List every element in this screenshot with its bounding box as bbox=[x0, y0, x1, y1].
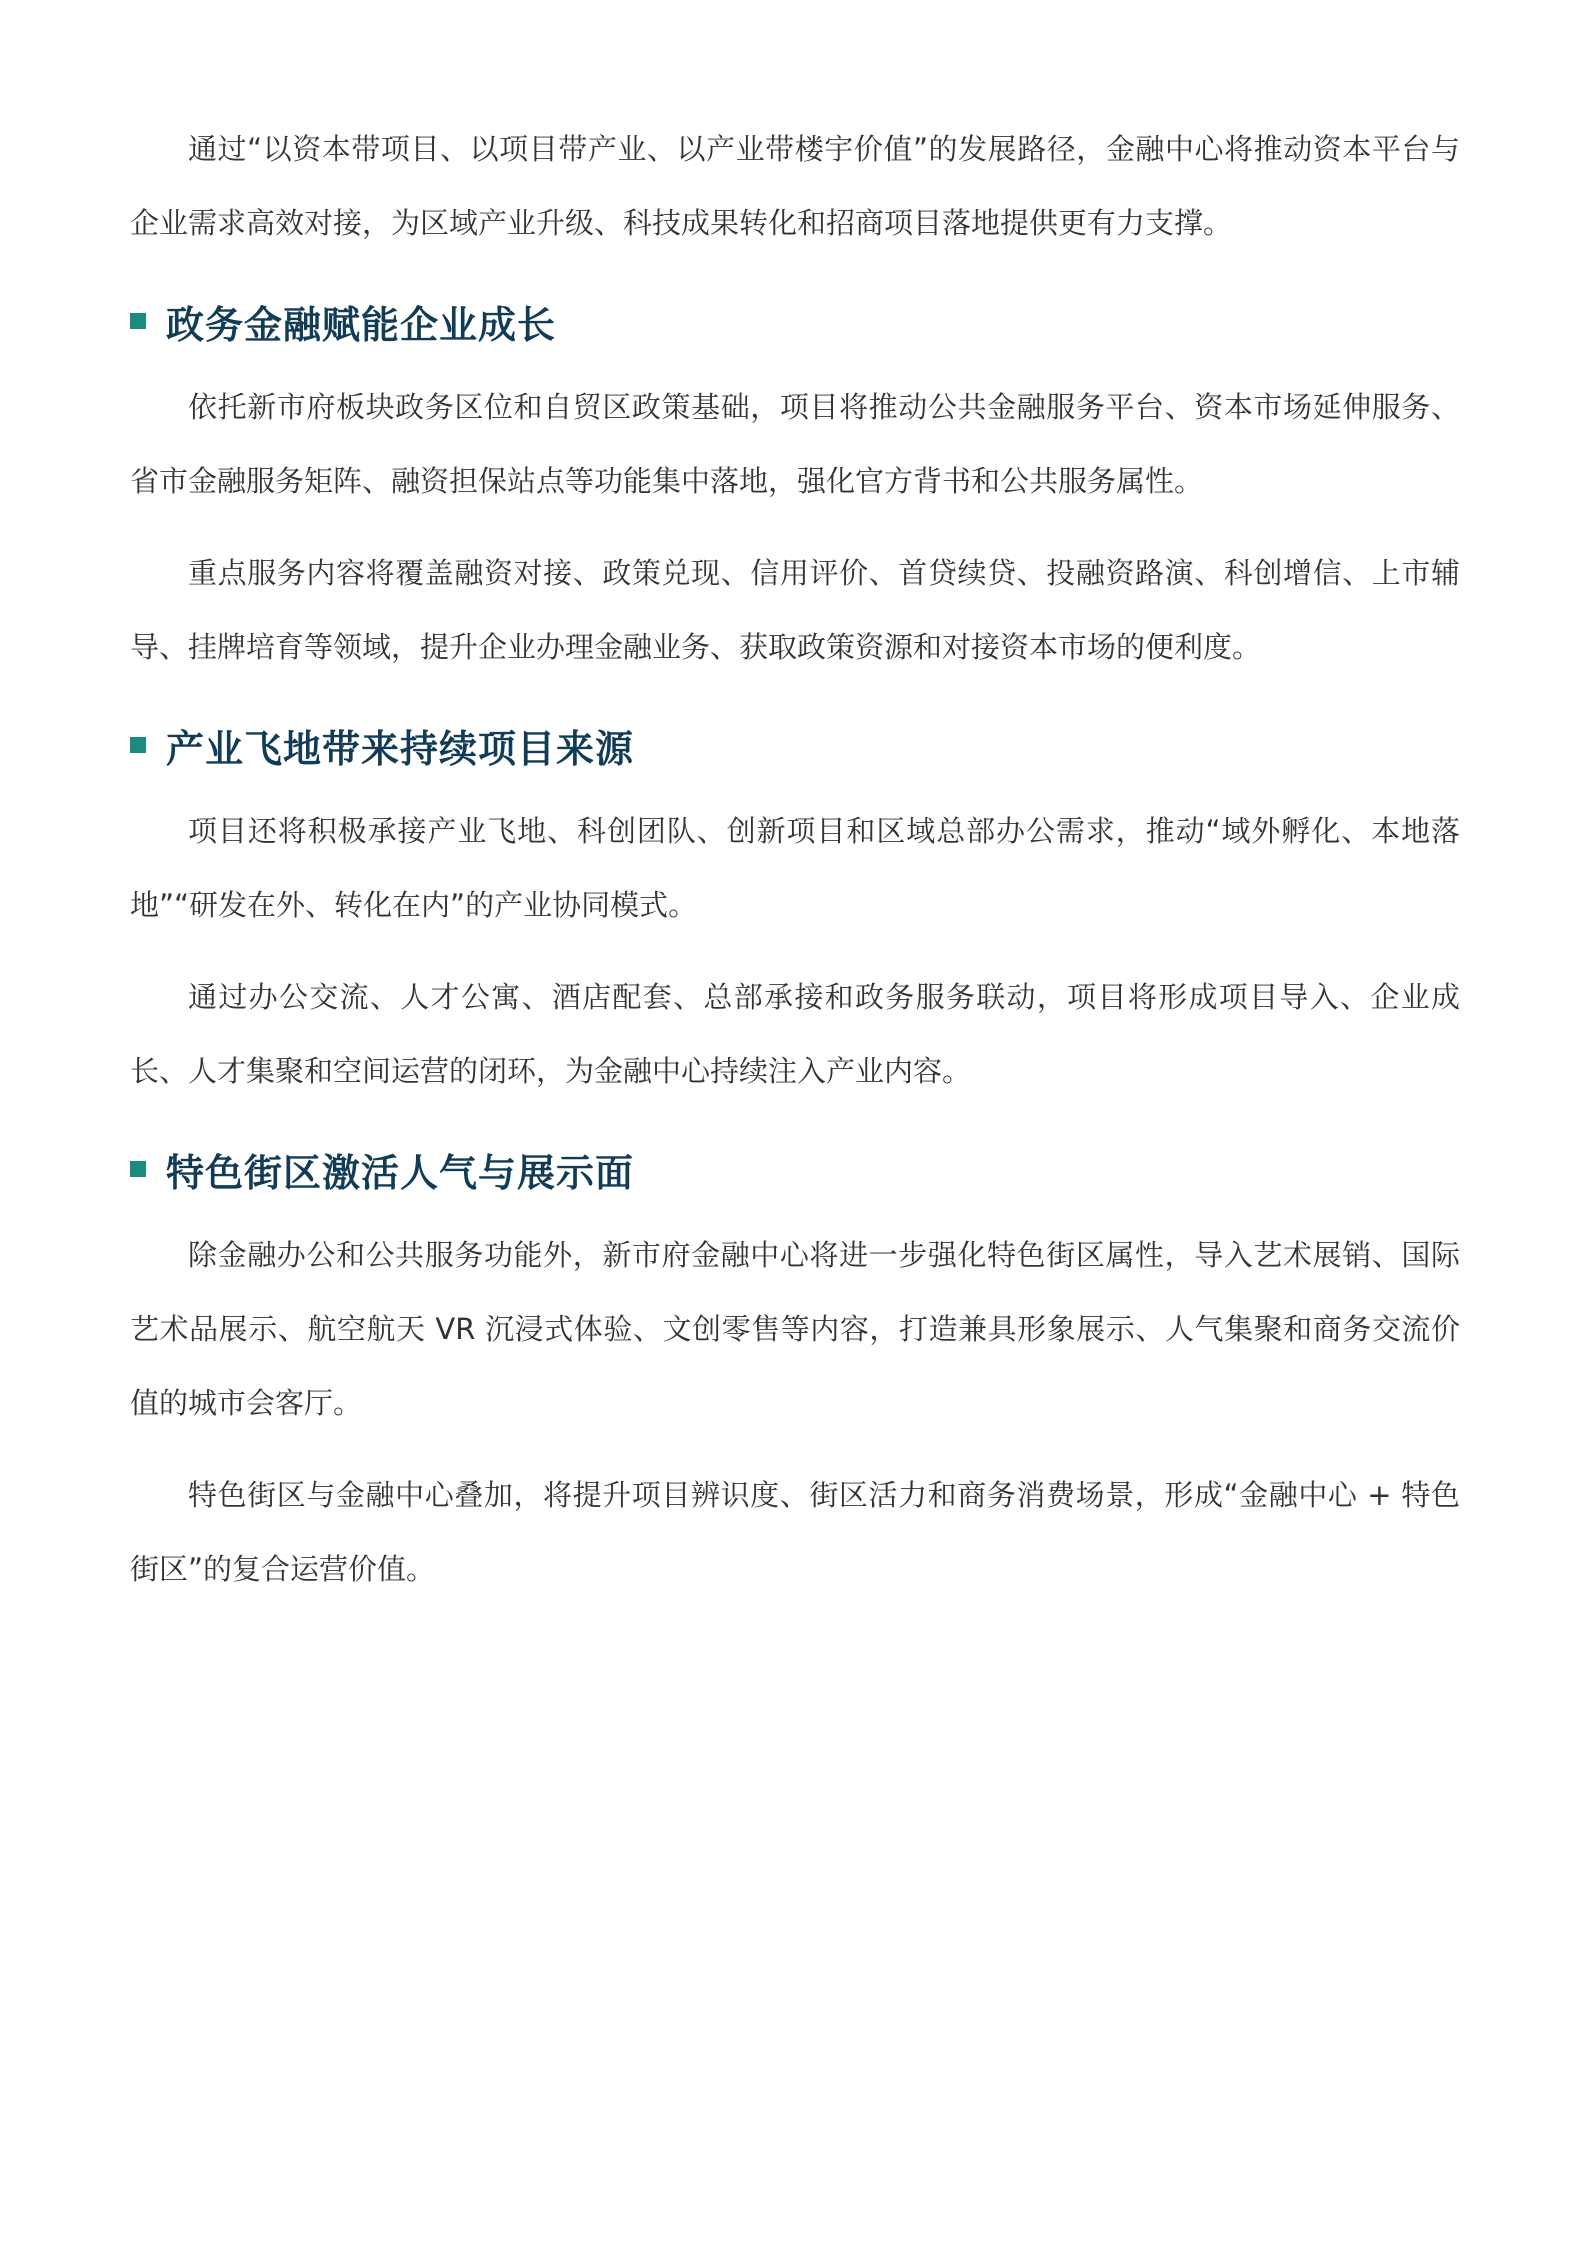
section-paragraph: 除金融办公和公共服务功能外，新市府金融中心将进一步强化特色街区属性，导入艺术展销、国际艺术品展示、航空航天 VR 沉浸式体验、文创零售等内容，打造兼具形象展示、人气集聚和商务交流价值的城市会客厅。 bbox=[130, 1238, 1460, 1420]
section-title: 产业飞地带来持续项目来源 bbox=[166, 726, 635, 771]
section-paragraph: 重点服务内容将覆盖融资对接、政策兑现、信用评价、首贷续贷、投融资路演、科创增信、上市辅导、挂牌培育等领域，提升企业办理金融业务、获取政策资源和对接资本市场的便利度。 bbox=[130, 556, 1460, 664]
section-heading-industry-enclave bbox=[130, 710, 1460, 780]
section-title: 特色街区激活人气与展示面 bbox=[166, 1150, 635, 1195]
section-paragraph: 依托新市府板块政务区位和自贸区政策基础，项目将推动公共金融服务平台、资本市场延伸服务、省市金融服务矩阵、融资担保站点等功能集中落地，强化官方背书和公共服务属性。 bbox=[130, 390, 1460, 498]
section-heading-feature-street bbox=[130, 1134, 1460, 1204]
section-paragraph: 特色街区与金融中心叠加，将提升项目辨识度、街区活力和商务消费场景，形成“金融中心 + 特色街区”的复合运营价值。 bbox=[130, 1478, 1460, 1586]
square-bullet-icon bbox=[130, 737, 146, 753]
section-heading-government-finance bbox=[130, 286, 1460, 356]
intro-paragraph: 通过“以资本带项目、以项目带产业、以产业带楼宇价值”的发展路径，金融中心将推动资本平台与企业需求高效对接，为区域产业升级、科技成果转化和招商项目落地提供更有力支撑。 bbox=[130, 132, 1460, 240]
section-paragraph: 项目还将积极承接产业飞地、科创团队、创新项目和区域总部办公需求，推动“域外孵化、本地落地”“研发在外、转化在内”的产业协同模式。 bbox=[130, 814, 1460, 922]
document-page bbox=[130, 112, 1460, 1624]
square-bullet-icon bbox=[130, 313, 146, 329]
section-title: 政务金融赋能企业成长 bbox=[166, 302, 557, 347]
section-paragraph: 通过办公交流、人才公寓、酒店配套、总部承接和政务服务联动，项目将形成项目导入、企业成长、人才集聚和空间运营的闭环，为金融中心持续注入产业内容。 bbox=[130, 980, 1460, 1088]
square-bullet-icon bbox=[130, 1161, 146, 1177]
